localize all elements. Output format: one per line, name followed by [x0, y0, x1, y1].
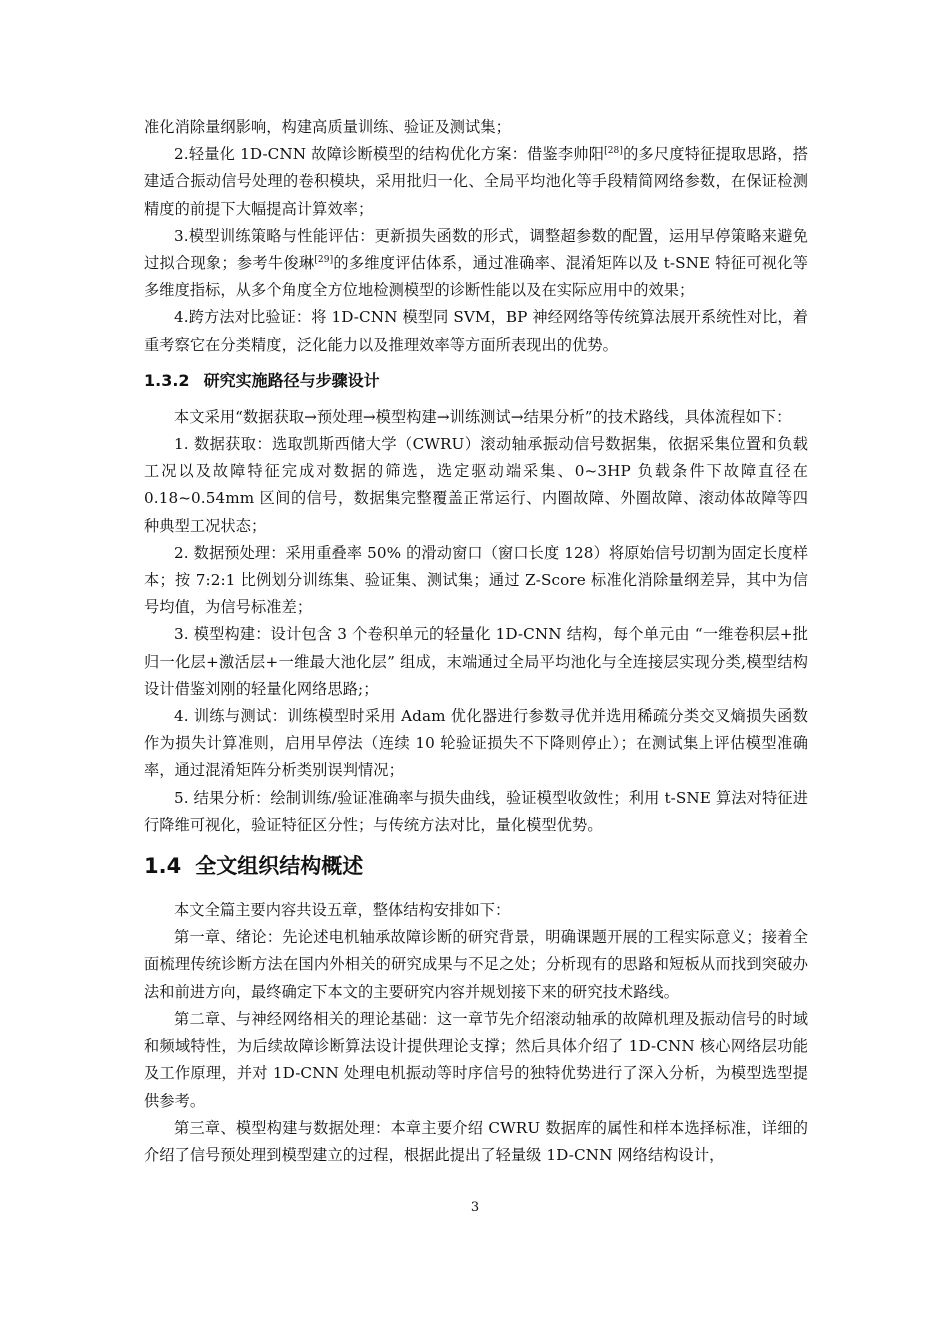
paragraph: 1. 数据获取：选取凯斯西储大学（CWRU）滚动轴承振动信号数据集，依据采集位置和负载工况以及故障特征完成对数据的筛选，选定驱动端采集、0~3HP 负载条件下故障直径在 0.18~0.54mm 区间的信号，数据集完整覆盖正常运行、内圈故障、外圈故障、滚动体故障等四种典型工况状态；: [144, 435, 808, 535]
paragraph: 本文全篇主要内容共设五章，整体结构安排如下：: [174, 901, 511, 920]
paragraph: 2. 数据预处理：采用重叠率 50% 的滑动窗口（窗口长度 128）将原始信号切割为固定长度样本；按 7:2:1 比例划分训练集、验证集、测试集；通过 Z-Score 标准化消除量纲差异，其中为信号均值，为信号标准差；: [144, 543, 808, 617]
heading-text: 研究实施路径与步骤设计: [203, 370, 380, 390]
paragraph: 第一章、绪论：先论述电机轴承故障诊断的研究背景，明确课题开展的工程实际意义；接着全面梳理传统诊断方法在国内外相关的研究成果与不足之处；分析现有的思路和短板从而找到突破办法和前进方向，最终确定下本文的主要研究内容并规划接下来的研究技术路线。: [144, 928, 808, 1001]
paragraph-text: 2.轻量化 1D-CNN 故障诊断模型的结构优化方案：借鉴李帅阳: [174, 145, 605, 164]
paragraph: 第三章、模型构建与数据处理：本章主要介绍 CWRU 数据库的属性和样本选择标准，详细的介绍了信号预处理到模型建立的过程，根据此提出了轻量级 1D-CNN 网络结构设计，: [144, 1118, 808, 1164]
page-number: 3: [470, 1200, 480, 1215]
heading-number: 1.3.2: [144, 370, 190, 390]
paragraph-text: 的多尺度特征提取思路，搭建适合振动信号处理的卷积模块，采用批归一化、全局平均池化等手段精简网络参数，在保证检测精度的前提下大幅提高计算效率；: [144, 145, 808, 218]
heading-number: 1.4: [144, 854, 182, 879]
section-heading: [144, 849, 808, 883]
heading-text: 全文组织结构概述: [195, 854, 364, 879]
paragraph: 第二章、与神经网络相关的理论基础：这一章节先介绍滚动轴承的故障机理及振动信号的时域和频域特性，为后续故障诊断算法设计提供理论支撑；然后具体介绍了 1D-CNN 核心网络层功能及工作原理，并对 1D-CNN 处理电机振动等时序信号的独特优势进行了深入分析，为模型选型提供参考。: [144, 1009, 808, 1110]
paragraph: [144, 223, 808, 305]
paragraph: 准化消除量纲影响，构建高质量训练、验证及测试集；: [144, 118, 511, 136]
paragraph: 5. 结果分析：绘制训练/验证准确率与损失曲线，验证模型收敛性；利用 t-SNE 算法对特征进行降维可视化，验证特征区分性；与传统方法对比，量化模型优势。: [144, 788, 808, 834]
paragraph: [144, 141, 808, 223]
paragraph: 4.跨方法对比验证：将 1D-CNN 模型同 SVM，BP 神经网络等传统算法展开系统性对比，着重考察它在分类精度，泛化能力以及推理效率等方面所表现出的优势。: [144, 308, 808, 354]
paragraph: 3. 模型构建：设计包含 3 个卷积单元的轻量化 1D-CNN 结构，每个单元由 “一维卷积层+批归一化层+激活层+一维最大池化层” 组成，末端通过全局平均池化与全连接层实现分类,模型结构设计借鉴刘刚的轻量化网络思路;；: [144, 625, 808, 698]
paragraph: 本文采用“数据获取→预处理→模型构建→训练测试→结果分析”的技术路线，具体流程如下：: [174, 407, 792, 426]
citation-ref: [28]: [604, 146, 623, 157]
page-body: [144, 114, 808, 1169]
paragraph-text: 的多维度评估体系，通过准确率、混淆矩阵以及 t-SNE 特征可视化等多维度指标，从多个角度全方位地检测模型的诊断性能以及在实际应用中的效果；: [144, 254, 808, 300]
citation-ref: [29]: [314, 255, 334, 266]
subsection-heading: [144, 367, 808, 395]
paragraph: 4. 训练与测试：训练模型时采用 Adam 优化器进行参数寻优并选用稀疏分类交叉熵损失函数作为损失计算准则，启用早停法（连续 10 轮验证损失不下降则停止）；在测试集上评估模型准确率，通过混淆矩阵分析类别误判情况；: [144, 707, 808, 780]
paragraph-text: 3.模型训练策略与性能评估：更新损失函数的形式，调整超参数的配置，运用早停策略来避免过拟合现象；参考牛俊琳: [144, 226, 808, 273]
